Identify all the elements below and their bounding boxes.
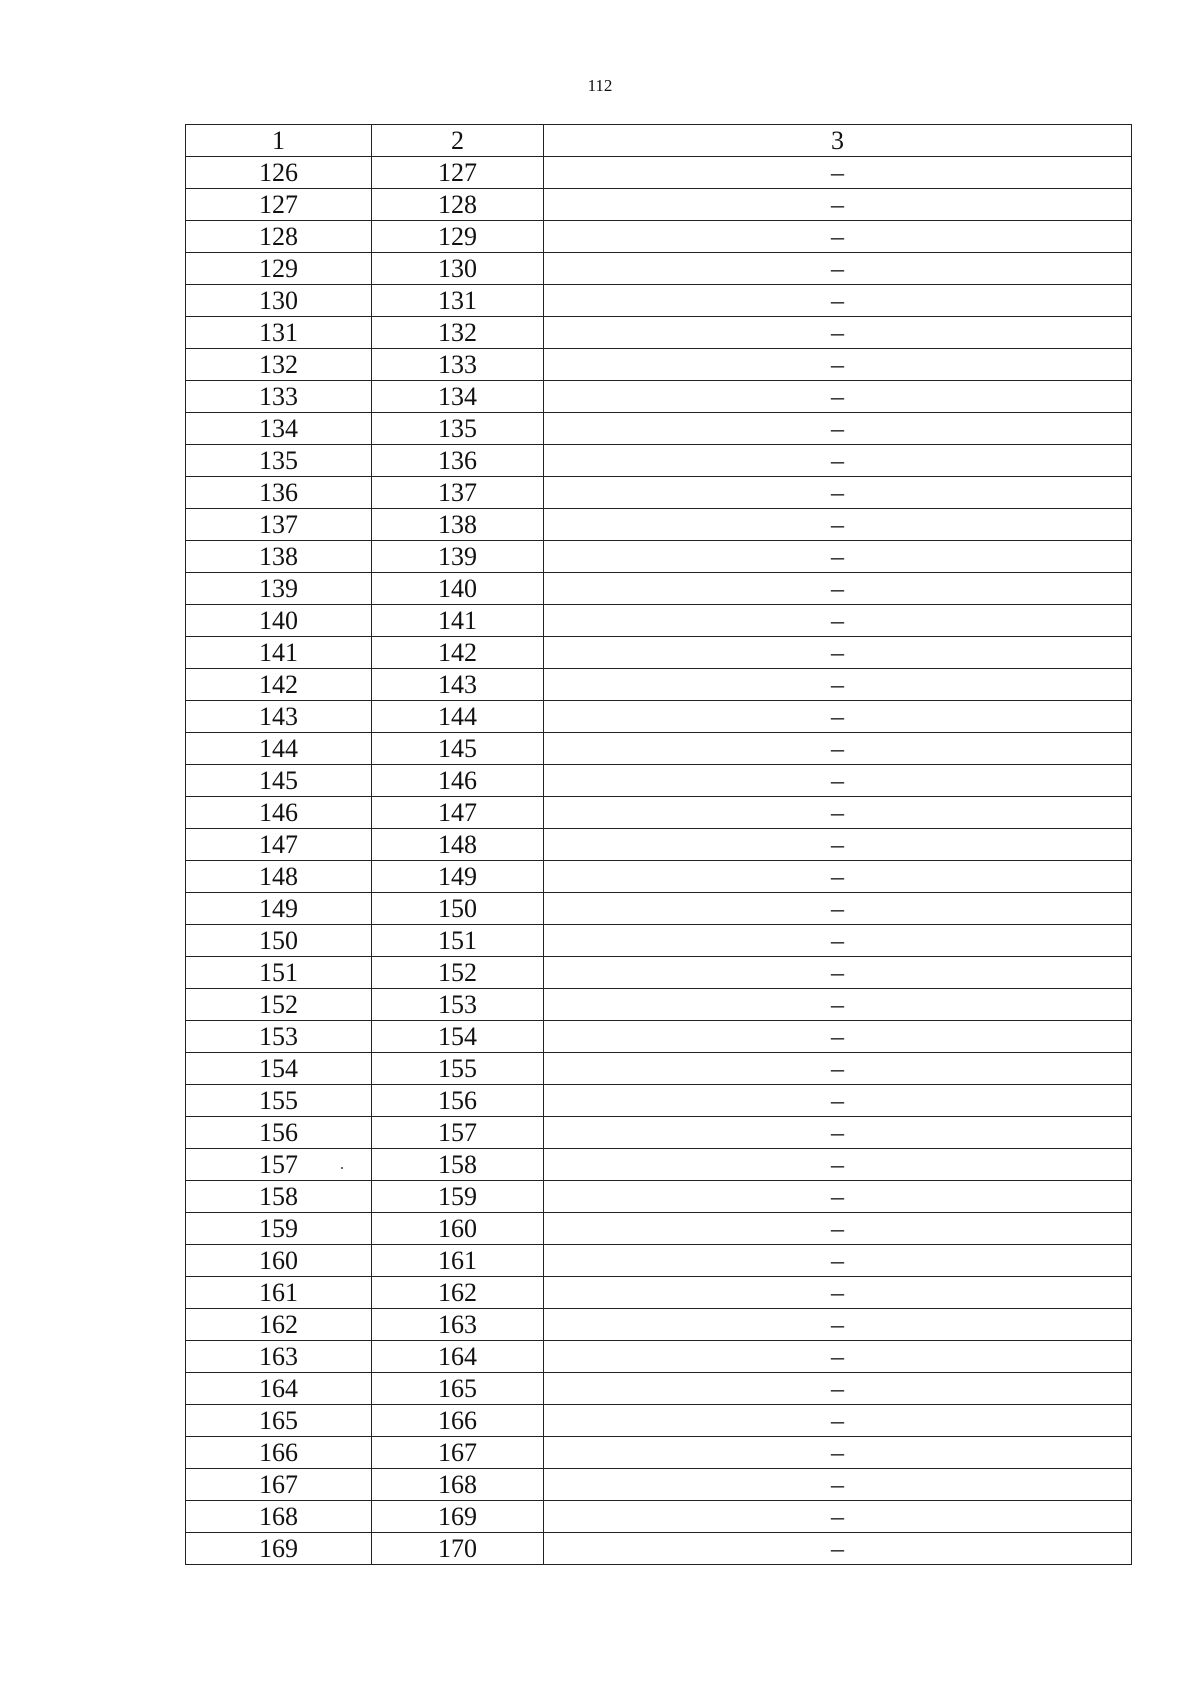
table-row bbox=[186, 1469, 1132, 1501]
table-cell-col-1: 130 bbox=[186, 285, 372, 317]
table-row bbox=[186, 829, 1132, 861]
table-cell-col-1: 143 bbox=[186, 701, 372, 733]
table-cell-col-1: 157 bbox=[186, 1149, 372, 1181]
table-row bbox=[186, 509, 1132, 541]
table-cell-col-1: 140 bbox=[186, 605, 372, 637]
table-cell-col-1: 134 bbox=[186, 413, 372, 445]
table-cell-col-2: 138 bbox=[372, 509, 544, 541]
table-cell-col-3: – bbox=[544, 957, 1132, 989]
table-cell-col-2: 131 bbox=[372, 285, 544, 317]
table-cell-col-3: – bbox=[544, 925, 1132, 957]
table-row bbox=[186, 1309, 1132, 1341]
table-cell-col-1: 160 bbox=[186, 1245, 372, 1277]
table-cell-col-3: – bbox=[544, 1117, 1132, 1149]
table-cell-col-3: – bbox=[544, 1341, 1132, 1373]
table-row bbox=[186, 1021, 1132, 1053]
table-cell-col-3: – bbox=[544, 669, 1132, 701]
table-cell-col-2: 129 bbox=[372, 221, 544, 253]
table-cell-col-3: – bbox=[544, 413, 1132, 445]
table-row bbox=[186, 477, 1132, 509]
table-cell-col-3: – bbox=[544, 509, 1132, 541]
table-cell-col-3: – bbox=[544, 1501, 1132, 1533]
table-row bbox=[186, 157, 1132, 189]
table-cell-col-3: – bbox=[544, 701, 1132, 733]
table-cell-col-3: – bbox=[544, 1245, 1132, 1277]
table-row bbox=[186, 1085, 1132, 1117]
table-row bbox=[186, 573, 1132, 605]
table-cell-col-3: – bbox=[544, 605, 1132, 637]
table-cell-col-2: 147 bbox=[372, 797, 544, 829]
table-row bbox=[186, 541, 1132, 573]
table-row bbox=[186, 1213, 1132, 1245]
table-cell-col-1: 141 bbox=[186, 637, 372, 669]
table-cell-col-2: 150 bbox=[372, 893, 544, 925]
table-cell-col-1: 142 bbox=[186, 669, 372, 701]
table-cell-col-2: 162 bbox=[372, 1277, 544, 1309]
table-cell-col-2: 166 bbox=[372, 1405, 544, 1437]
table-cell-col-1: 146 bbox=[186, 797, 372, 829]
table-cell-col-1: 167 bbox=[186, 1469, 372, 1501]
table-row bbox=[186, 957, 1132, 989]
table-cell-col-3: – bbox=[544, 1373, 1132, 1405]
table-cell-col-3: – bbox=[544, 317, 1132, 349]
table-cell-col-3: – bbox=[544, 1533, 1132, 1565]
table-cell-col-2: 148 bbox=[372, 829, 544, 861]
table-cell-col-1: 132 bbox=[186, 349, 372, 381]
table-cell-col-1: 161 bbox=[186, 1277, 372, 1309]
table-cell-col-1: 149 bbox=[186, 893, 372, 925]
table-row bbox=[186, 189, 1132, 221]
table-cell-col-2: 155 bbox=[372, 1053, 544, 1085]
table-cell-col-2: 152 bbox=[372, 957, 544, 989]
table-cell-col-1: 128 bbox=[186, 221, 372, 253]
column-header-2: 2 bbox=[372, 125, 544, 157]
table-cell-col-3: – bbox=[544, 349, 1132, 381]
table-cell-col-3: – bbox=[544, 573, 1132, 605]
table-cell-col-1: 133 bbox=[186, 381, 372, 413]
table-body bbox=[186, 125, 1132, 1565]
table-cell-col-2: 144 bbox=[372, 701, 544, 733]
table-cell-col-2: 130 bbox=[372, 253, 544, 285]
table-row bbox=[186, 317, 1132, 349]
table-row bbox=[186, 1373, 1132, 1405]
table-cell-col-3: – bbox=[544, 765, 1132, 797]
table-cell-col-2: 170 bbox=[372, 1533, 544, 1565]
table-cell-col-2: 165 bbox=[372, 1373, 544, 1405]
scan-speck bbox=[341, 1167, 343, 1169]
table-cell-col-3: – bbox=[544, 157, 1132, 189]
table-cell-col-2: 154 bbox=[372, 1021, 544, 1053]
table-cell-col-3: – bbox=[544, 253, 1132, 285]
table-cell-col-2: 135 bbox=[372, 413, 544, 445]
table-cell-col-1: 153 bbox=[186, 1021, 372, 1053]
table-cell-col-1: 137 bbox=[186, 509, 372, 541]
table-cell-col-1: 131 bbox=[186, 317, 372, 349]
table-cell-col-1: 166 bbox=[186, 1437, 372, 1469]
table-cell-col-1: 163 bbox=[186, 1341, 372, 1373]
data-table bbox=[185, 124, 1132, 1565]
table-cell-col-1: 126 bbox=[186, 157, 372, 189]
table-cell-col-1: 135 bbox=[186, 445, 372, 477]
table-cell-col-3: – bbox=[544, 189, 1132, 221]
table-cell-col-1: 151 bbox=[186, 957, 372, 989]
table-cell-col-3: – bbox=[544, 797, 1132, 829]
table-cell-col-1: 136 bbox=[186, 477, 372, 509]
table-cell-col-3: – bbox=[544, 1021, 1132, 1053]
table-cell-col-3: – bbox=[544, 1053, 1132, 1085]
table-cell-col-1: 154 bbox=[186, 1053, 372, 1085]
table-cell-col-3: – bbox=[544, 381, 1132, 413]
table-cell-col-2: 159 bbox=[372, 1181, 544, 1213]
table-cell-col-2: 146 bbox=[372, 765, 544, 797]
table-cell-col-3: – bbox=[544, 989, 1132, 1021]
table-cell-col-3: – bbox=[544, 477, 1132, 509]
table-cell-col-2: 132 bbox=[372, 317, 544, 349]
table-cell-col-2: 158 bbox=[372, 1149, 544, 1181]
table-cell-col-1: 148 bbox=[186, 861, 372, 893]
table-cell-col-1: 158 bbox=[186, 1181, 372, 1213]
table-cell-col-2: 168 bbox=[372, 1469, 544, 1501]
table-cell-col-2: 169 bbox=[372, 1501, 544, 1533]
table-cell-col-3: – bbox=[544, 221, 1132, 253]
table-cell-col-1: 156 bbox=[186, 1117, 372, 1149]
table-header-row bbox=[186, 125, 1132, 157]
table-cell-col-1: 168 bbox=[186, 1501, 372, 1533]
table-cell-col-2: 163 bbox=[372, 1309, 544, 1341]
table-row bbox=[186, 1053, 1132, 1085]
table-cell-col-1: 165 bbox=[186, 1405, 372, 1437]
page-number: 112 bbox=[587, 76, 613, 95]
table-row bbox=[186, 893, 1132, 925]
table-cell-col-2: 141 bbox=[372, 605, 544, 637]
table-row bbox=[186, 637, 1132, 669]
table-cell-col-2: 145 bbox=[372, 733, 544, 765]
table-cell-col-2: 127 bbox=[372, 157, 544, 189]
table-row bbox=[186, 765, 1132, 797]
table-row bbox=[186, 1277, 1132, 1309]
table-cell-col-2: 160 bbox=[372, 1213, 544, 1245]
table-cell-col-3: – bbox=[544, 1437, 1132, 1469]
table-cell-col-1: 162 bbox=[186, 1309, 372, 1341]
table-row bbox=[186, 989, 1132, 1021]
table-cell-col-2: 136 bbox=[372, 445, 544, 477]
table-row bbox=[186, 1117, 1132, 1149]
table-cell-col-2: 128 bbox=[372, 189, 544, 221]
table-cell-col-1: 147 bbox=[186, 829, 372, 861]
table-row bbox=[186, 1501, 1132, 1533]
table-row bbox=[186, 413, 1132, 445]
table-cell-col-1: 129 bbox=[186, 253, 372, 285]
table-cell-col-2: 167 bbox=[372, 1437, 544, 1469]
table-cell-col-1: 139 bbox=[186, 573, 372, 605]
table-row bbox=[186, 381, 1132, 413]
table-cell-col-1: 127 bbox=[186, 189, 372, 221]
table-cell-col-3: – bbox=[544, 1277, 1132, 1309]
table-cell-col-3: – bbox=[544, 1405, 1132, 1437]
table-cell-col-1: 138 bbox=[186, 541, 372, 573]
table-cell-col-2: 137 bbox=[372, 477, 544, 509]
table-row bbox=[186, 797, 1132, 829]
table-cell-col-3: – bbox=[544, 637, 1132, 669]
table-row bbox=[186, 669, 1132, 701]
table-cell-col-2: 157 bbox=[372, 1117, 544, 1149]
table-row bbox=[186, 1341, 1132, 1373]
table-row bbox=[186, 925, 1132, 957]
table-cell-col-1: 159 bbox=[186, 1213, 372, 1245]
table-row bbox=[186, 1245, 1132, 1277]
table-cell-col-3: – bbox=[544, 893, 1132, 925]
table-row bbox=[186, 861, 1132, 893]
table-row bbox=[186, 1533, 1132, 1565]
table-row bbox=[186, 1405, 1132, 1437]
table-cell-col-1: 169 bbox=[186, 1533, 372, 1565]
table-cell-col-3: – bbox=[544, 1309, 1132, 1341]
table-cell-col-3: – bbox=[544, 829, 1132, 861]
column-header-3: 3 bbox=[544, 125, 1132, 157]
table-cell-col-2: 133 bbox=[372, 349, 544, 381]
table-row bbox=[186, 221, 1132, 253]
table-row bbox=[186, 1149, 1132, 1181]
table-cell-col-3: – bbox=[544, 861, 1132, 893]
table-cell-col-3: – bbox=[544, 541, 1132, 573]
table-cell-col-3: – bbox=[544, 733, 1132, 765]
table-cell-col-2: 156 bbox=[372, 1085, 544, 1117]
table-row bbox=[186, 701, 1132, 733]
table-cell-col-2: 143 bbox=[372, 669, 544, 701]
table-cell-col-1: 155 bbox=[186, 1085, 372, 1117]
table-row bbox=[186, 733, 1132, 765]
table-row bbox=[186, 605, 1132, 637]
table-cell-col-1: 145 bbox=[186, 765, 372, 797]
table-cell-col-2: 139 bbox=[372, 541, 544, 573]
table-cell-col-2: 153 bbox=[372, 989, 544, 1021]
table-cell-col-2: 151 bbox=[372, 925, 544, 957]
table-row bbox=[186, 445, 1132, 477]
table-row bbox=[186, 253, 1132, 285]
table-cell-col-1: 144 bbox=[186, 733, 372, 765]
table-cell-col-3: – bbox=[544, 445, 1132, 477]
table-cell-col-3: – bbox=[544, 1149, 1132, 1181]
table-cell-col-2: 142 bbox=[372, 637, 544, 669]
table-cell-col-3: – bbox=[544, 1213, 1132, 1245]
table-cell-col-3: – bbox=[544, 1181, 1132, 1213]
table-cell-col-1: 152 bbox=[186, 989, 372, 1021]
table-cell-col-3: – bbox=[544, 285, 1132, 317]
table-cell-col-1: 164 bbox=[186, 1373, 372, 1405]
table-cell-col-2: 134 bbox=[372, 381, 544, 413]
table-row bbox=[186, 1181, 1132, 1213]
table-row bbox=[186, 1437, 1132, 1469]
table-row bbox=[186, 349, 1132, 381]
table-cell-col-1: 150 bbox=[186, 925, 372, 957]
table-cell-col-2: 140 bbox=[372, 573, 544, 605]
table-cell-col-2: 149 bbox=[372, 861, 544, 893]
table-cell-col-3: – bbox=[544, 1469, 1132, 1501]
table-cell-col-3: – bbox=[544, 1085, 1132, 1117]
column-header-1: 1 bbox=[186, 125, 372, 157]
table-cell-col-2: 161 bbox=[372, 1245, 544, 1277]
table-cell-col-2: 164 bbox=[372, 1341, 544, 1373]
table-row bbox=[186, 285, 1132, 317]
